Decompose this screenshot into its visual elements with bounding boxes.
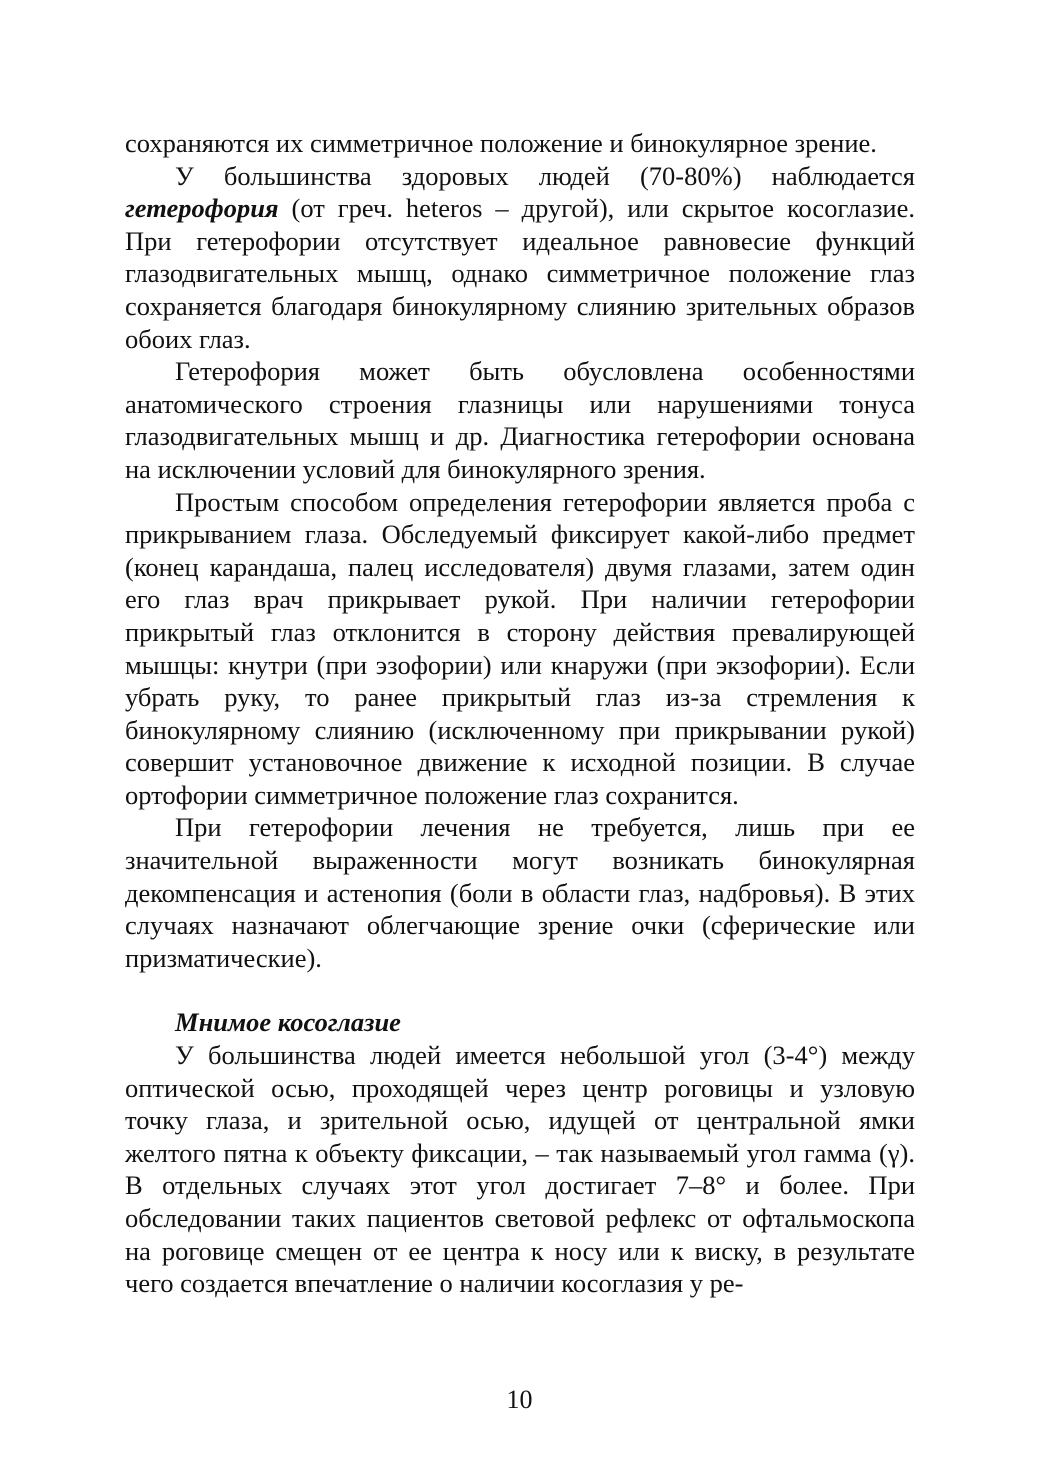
paragraph-text: У большинства здоровых людей (70-80%) наблюдается	[175, 160, 915, 191]
paragraph-treatment: При гетерофории лечения не требуется, лишь при ее значительной выраженности могут возникать бинокулярная декомпенсация и астенопия (боли в области глаз, надбровья). В этих случаях назначают облегчающие зрение очки (сферические или призматические).	[125, 812, 915, 973]
paragraph-text: (от греч. heteros – другой), или скрытое косоглазие. При гетерофории отсутствует идеальное равновесие функций глазодвигательных мышц, однако симметричное положение глаз сохраняется благодаря бинокулярному слиянию зрительных образов обоих глаз.	[125, 193, 915, 354]
paragraph-continuation: сохраняются их симметричное положение и бинокулярное зрение.	[125, 128, 877, 158]
paragraph-cover-test: Простым способом определения гетерофории является проба с прикрыванием глаза. Обследуемый фиксирует какой-либо предмет (конец карандаша, палец исследователя) двумя глазами, затем один его глаз врач прикрывает рукой. При наличии гетерофории прикрытый глаз отклонится в сторону действия превалирующей мышцы: кнутри (при эзофории) или кнаружи (при экзофории). Если убрать руку, то ранее прикрытый глаз из-за стремления к бинокулярному слиянию (исключенному при прикрывании рукой) совершит установочное движение к исходной позиции. В случае ортофории симметричное положение глаз сохранится.	[125, 486, 915, 810]
paragraph-heterophoria-causes: Гетерофория может быть обусловлена особенностями анатомического строения глазницы или нарушениями тонуса глазодвигательных мышц и др. Диагностика гетерофории основана на исключении условий для бинокулярного зрения.	[125, 356, 915, 484]
page-body	[125, 127, 915, 1300]
term-heterophoria: гетерофория	[125, 193, 279, 224]
paragraph-pseudostrabismus: У большинства людей имеется небольшой угол (3-4°) между оптической осью, проходящей через центр роговицы и узловую точку глаза, и зрительной осью, идущей от центральной ямки желтого пятна к объекту фиксации, – так называемый угол гамма (γ). В отдельных случаях этот угол достигает 7–8° и более. При обследовании таких пациентов световой рефлекс от офтальмоскопа на роговице смещен от ее центра к носу или к виску, в результате чего создается впечатление о наличии косоглазия у ре-	[125, 1040, 915, 1299]
page-number: 10	[506, 1385, 533, 1414]
paragraph-heterophoria-definition	[125, 160, 915, 356]
section-heading: Мнимое косоглазие	[175, 1007, 401, 1038]
